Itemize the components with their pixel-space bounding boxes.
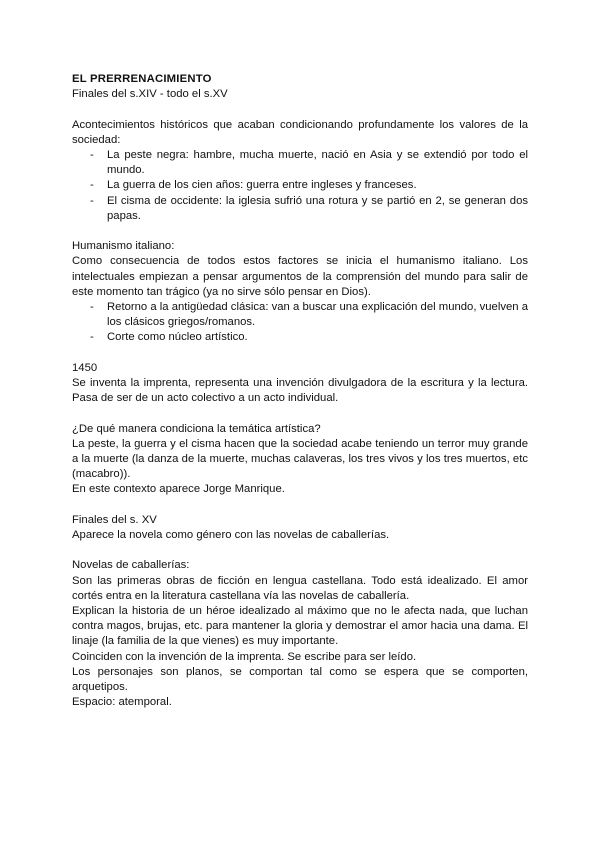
imprenta-paragraph: Se inventa la imprenta, representa una invención divulgadora de la escritura y la lectura. Pasa de ser de un acto colectivo a un acto individual.: [72, 377, 528, 405]
tematica-heading: ¿De qué manera condiciona la temática artística?: [72, 422, 321, 435]
novelas-line: Son las primeras obras de ficción en lengua castellana. Todo está idealizado. El amor cortés entra en la literatura castellana vía las novelas de caballería.: [72, 574, 528, 602]
events-list: [72, 148, 528, 224]
list-item: - La peste negra: hambre, mucha muerte, nació en Asia y se extendió por todo el mundo.: [90, 148, 528, 178]
intro-paragraph: Acontecimientos históricos que acaban condicionando profundamente los valores de la sociedad:: [72, 118, 528, 146]
document-title: EL PRERRENACIMIENTO: [72, 73, 212, 85]
list-item: - Retorno a la antigüedad clásica: van a buscar una explicación del mundo, vuelven a los clásicos griegos/romanos.: [90, 300, 528, 330]
novelas-line: Coinciden con la invención de la imprenta. Se escribe para ser leído.: [72, 650, 417, 663]
finales-paragraph: Aparece la novela como género con las novelas de caballerías.: [72, 529, 390, 542]
novelas-line: Explican la historia de un héroe idealizado al máximo que no le afecta nada, que luchan contra magos, brujas, etc. para mantener la gloria y demostrar el amor hacia una dama. El linaje (la familia de la que vienes) es muy importante.: [72, 605, 528, 648]
humanismo-heading: Humanismo italiano:: [72, 240, 175, 253]
humanismo-list: [72, 300, 528, 346]
list-item: - La guerra de los cien años: guerra entre ingleses y franceses.: [90, 178, 528, 193]
novelas-line: Espacio: atemporal.: [72, 696, 172, 709]
list-item: - Corte como núcleo artístico.: [90, 330, 528, 345]
list-item: - El cisma de occidente: la iglesia sufrió una rotura y se partió en 2, se generan dos papas.: [90, 194, 528, 224]
humanismo-paragraph: Como consecuencia de todos estos factores se inicia el humanismo italiano. Los intelectuales empiezan a pensar argumentos de la comprensión del mundo para salir de este momento tan trágico (ya no sirve sólo pensar en Dios).: [72, 255, 528, 298]
novelas-heading: Novelas de caballerías:: [72, 559, 190, 572]
document-page: [72, 72, 528, 710]
imprenta-heading: 1450: [72, 361, 98, 374]
novelas-line: Los personajes son planos, se comportan tal como se espera que se comporten, arquetipos.: [72, 665, 528, 694]
tematica-paragraph-2: En este contexto aparece Jorge Manrique.: [72, 483, 285, 496]
finales-heading: Finales del s. XV: [72, 513, 157, 526]
document-subtitle: Finales del s.XIV - todo el s.XV: [72, 88, 228, 101]
tematica-paragraph: La peste, la guerra y el cisma hacen que la sociedad acabe teniendo un terror muy grande a la muerte (la danza de la muerte, muchas calaveras, los tres vivos y los tres muertos, etc (macabro)).: [72, 437, 528, 481]
